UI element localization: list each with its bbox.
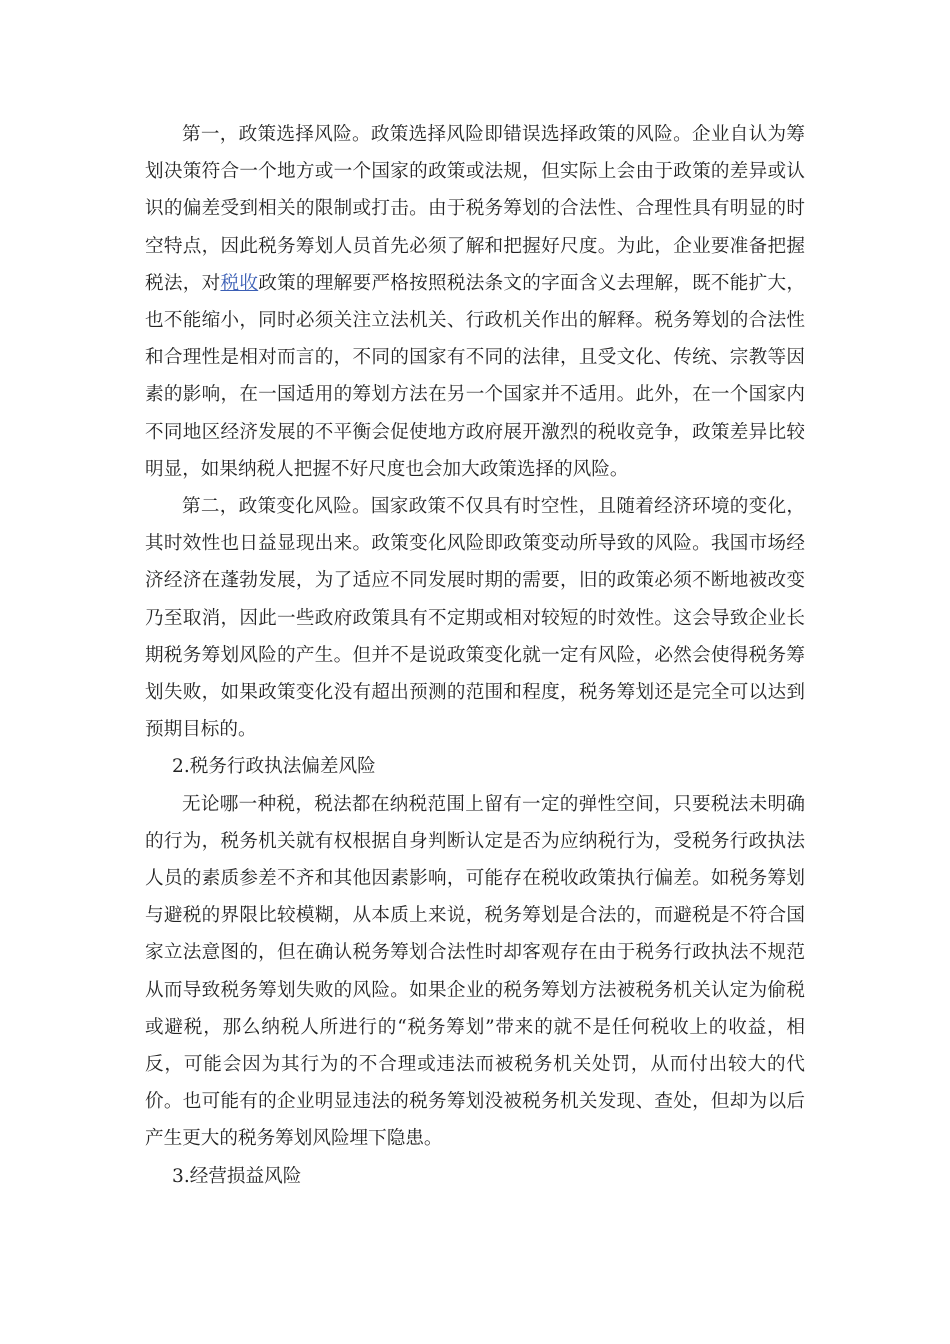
paragraph-policy-change-risk: 第二，政策变化风险。国家政策不仅具有时空性，且随着经济环境的变化，其时效性也日益显现出来。政策变化风险即政策变动所导致的风险。我国市场经济经济在蓬勃发展，为了适应不同发展时期的需要，旧的政策必须不断地被改变乃至取消，因此一些政府政策具有不定期或相对较短的时效性。这会导致企业长期税务筹划风险的产生。但并不是说政策变化就一定有风险，必然会使得税务筹划失败，如果政策变化没有超出预测的范围和程度，税务筹划还是完全可以达到预期目标的。: [145, 496, 805, 741]
paragraph-enforcement-deviation-risk: 无论哪一种税，税法都在纳税范围上留有一定的弹性空间，只要税法未明确的行为，税务机关就有权根据自身判断认定是否为应纳税行为，受税务行政执法人员的素质参差不齐和其他因素影响，可能存在税收政策执行偏差。如税务筹划与避税的界限比较模糊，从本质上来说，税务筹划是合法的，而避税是不符合国家立法意图的，但在确认税务筹划合法性时却客观存在由于税务行政执法不规范从而导致税务筹划失败的风险。如果企业的税务筹划方法被税务机关认定为偷税或避税，那么纳税人所进行的“税务筹划”带来的就不是任何税收上的收益，相反，可能会因为其行为的不合理或违法而被税务机关处罚，从而付出较大的代价。也可能有的企业明显违法的税务筹划没被税务机关发现、查处，但却为以后产生更大的税务筹划风险埋下隐患。: [145, 793, 805, 1150]
section-heading-3: 3.经营损益风险: [172, 1165, 302, 1187]
tax-link[interactable]: 税收: [220, 272, 259, 294]
paragraph-text: 第一，政策选择风险。政策选择风险即错误选择政策的风险。企业自认为筹划决策符合一个地方或一个国家的政策或法规，但实际上会由于政策的差异或认识的偏差受到相关的限制或打击。由于税务筹划的合法性、合理性具有明显的时空特点，因此税务筹划人员首先必须了解和把握好尺度。为此，企业要准备把握税法，对: [145, 124, 805, 294]
paragraph-text: 政策的理解要严格按照税法条文的字面含义去理解，既不能扩大，也不能缩小，同时必须关注立法机关、行政机关作出的解释。税务筹划的合法性和合理性是相对而言的，不同的国家有不同的法律，且受文化、传统、宗教等因素的影响，在一国适用的筹划方法在另一个国家并不适用。此外，在一个国家内不同地区经济发展的不平衡会促使地方政府展开激烈的税收竞争，政策差异比较明显，如果纳税人把握不好尺度也会加大政策选择的风险。: [145, 272, 805, 480]
section-heading-2: 2.税务行政执法偏差风险: [172, 756, 376, 778]
paragraph-policy-selection-risk: [145, 116, 805, 488]
document-body: [145, 116, 805, 1195]
